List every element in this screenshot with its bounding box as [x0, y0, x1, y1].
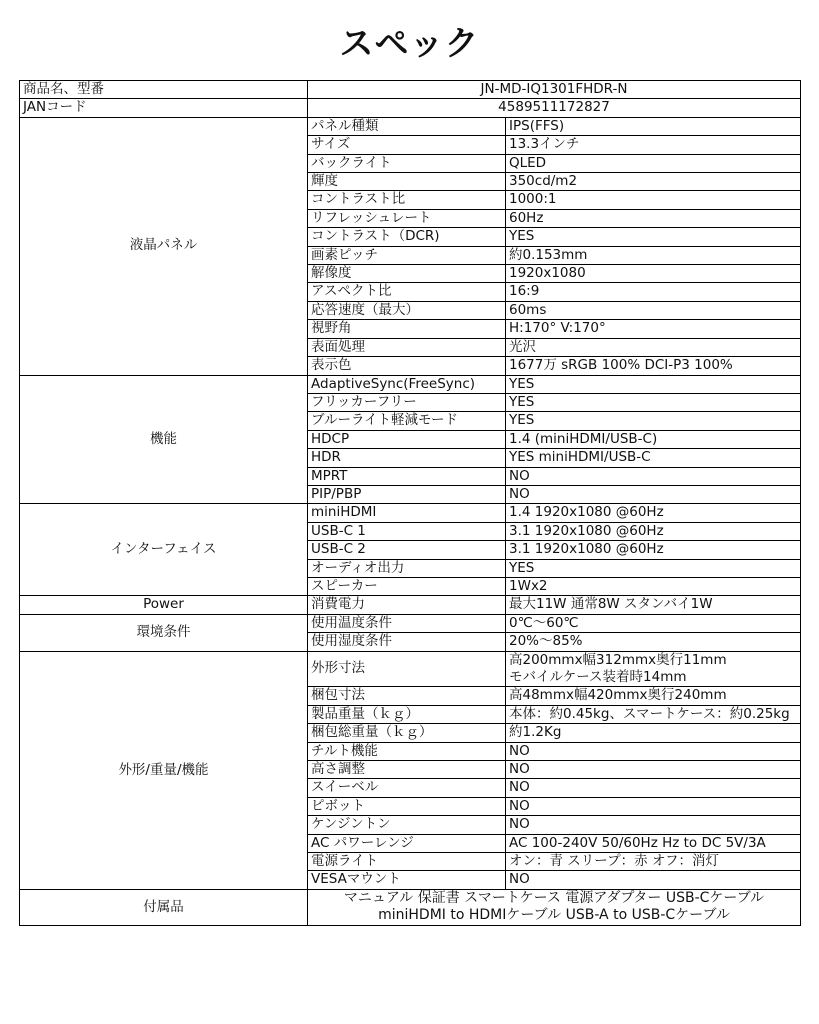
- spec-key: 外形寸法: [308, 651, 506, 687]
- spec-key: リフレッシュレート: [308, 209, 506, 227]
- product-name-value: JN-MD-IQ1301FHDR-N: [308, 81, 801, 99]
- spec-key: miniHDMI: [308, 504, 506, 522]
- spec-key: ピボット: [308, 797, 506, 815]
- jan-value: 4589511172827: [308, 99, 801, 117]
- spec-value: YES: [506, 228, 801, 246]
- spec-value: 高48mmx幅420mmx奥行240mm: [506, 687, 801, 705]
- spec-key: 梱包寸法: [308, 687, 506, 705]
- table-row: [20, 651, 801, 687]
- section-label: 機能: [20, 375, 308, 504]
- spec-value-line: モバイルケース装着時14mm: [509, 669, 687, 685]
- spec-value: 0℃～60℃: [506, 614, 801, 632]
- spec-key: 梱包総重量（ｋｇ）: [308, 724, 506, 742]
- spec-value: NO: [506, 797, 801, 815]
- spec-key: 表面処理: [308, 338, 506, 356]
- spec-key: ブルーライト軽減モード: [308, 412, 506, 430]
- spec-value: 3.1 1920x1080 @60Hz: [506, 522, 801, 540]
- spec-key: 製品重量（ｋｇ）: [308, 705, 506, 723]
- spec-value: H:170° V:170°: [506, 320, 801, 338]
- spec-value: [506, 651, 801, 687]
- spec-value: 1920x1080: [506, 265, 801, 283]
- spec-value: 60Hz: [506, 209, 801, 227]
- spec-key: 解像度: [308, 265, 506, 283]
- spec-key: スピーカー: [308, 577, 506, 595]
- spec-key: HDR: [308, 449, 506, 467]
- spec-value: 1.4 (miniHDMI/USB-C): [506, 430, 801, 448]
- spec-value: NO: [506, 467, 801, 485]
- spec-value: YES: [506, 393, 801, 411]
- spec-value: IPS(FFS): [506, 117, 801, 135]
- section-label: 環境条件: [20, 614, 308, 651]
- spec-value: 約1.2Kg: [506, 724, 801, 742]
- table-row: [20, 596, 801, 614]
- spec-key: 画素ピッチ: [308, 246, 506, 264]
- spec-value: 最大11W 通常8W スタンバイ1W: [506, 596, 801, 614]
- spec-value: 3.1 1920x1080 @60Hz: [506, 541, 801, 559]
- spec-key: USB-C 1: [308, 522, 506, 540]
- spec-key: MPRT: [308, 467, 506, 485]
- spec-key: パネル種類: [308, 117, 506, 135]
- spec-key: USB-C 2: [308, 541, 506, 559]
- spec-value: YES: [506, 375, 801, 393]
- spec-value: 20%～85%: [506, 633, 801, 651]
- spec-key: HDCP: [308, 430, 506, 448]
- section-label: 外形/重量/機能: [20, 651, 308, 889]
- spec-key: フリッカーフリー: [308, 393, 506, 411]
- spec-key: AC パワーレンジ: [308, 834, 506, 852]
- spec-table: [19, 80, 801, 926]
- spec-value: NO: [506, 816, 801, 834]
- spec-value: 1Wx2: [506, 577, 801, 595]
- spec-key: 輝度: [308, 173, 506, 191]
- spec-key: 視野角: [308, 320, 506, 338]
- spec-value: YES miniHDMI/USB-C: [506, 449, 801, 467]
- table-row: [20, 504, 801, 522]
- spec-key: コントラスト（DCR): [308, 228, 506, 246]
- product-name-label: 商品名、型番: [20, 81, 308, 99]
- spec-key: VESAマウント: [308, 871, 506, 889]
- spec-value: YES: [506, 559, 801, 577]
- table-row: [20, 375, 801, 393]
- accessories-value: [308, 889, 801, 925]
- spec-value: 1000:1: [506, 191, 801, 209]
- page-title: スペック: [339, 24, 480, 64]
- spec-key: スイーベル: [308, 779, 506, 797]
- accessories-line: マニュアル 保証書 スマートケース 電源アダプター USB-Cケーブル: [343, 889, 765, 906]
- spec-value: AC 100-240V 50/60Hz Hz to DC 5V/3A: [506, 834, 801, 852]
- spec-value: 16:9: [506, 283, 801, 301]
- spec-value: NO: [506, 871, 801, 889]
- spec-value: YES: [506, 412, 801, 430]
- section-label: インターフェイス: [20, 504, 308, 596]
- spec-value: NO: [506, 485, 801, 503]
- spec-key: ケンジントン: [308, 816, 506, 834]
- spec-value: QLED: [506, 154, 801, 172]
- table-row: [20, 117, 801, 135]
- section-label: Power: [20, 596, 308, 614]
- spec-key: チルト機能: [308, 742, 506, 760]
- spec-key: 使用湿度条件: [308, 633, 506, 651]
- section-label: 液晶パネル: [20, 117, 308, 375]
- spec-value: NO: [506, 779, 801, 797]
- spec-key: 表示色: [308, 357, 506, 375]
- spec-value: NO: [506, 742, 801, 760]
- spec-value: 1677万 sRGB 100% DCI-P3 100%: [506, 357, 801, 375]
- spec-key: アスペクト比: [308, 283, 506, 301]
- spec-key: 使用温度条件: [308, 614, 506, 632]
- spec-key: 高さ調整: [308, 761, 506, 779]
- spec-value: 350cd/m2: [506, 173, 801, 191]
- spec-key: 電源ライト: [308, 853, 506, 871]
- spec-key: コントラスト比: [308, 191, 506, 209]
- spec-key: バックライト: [308, 154, 506, 172]
- spec-value: 光沢: [506, 338, 801, 356]
- table-row: [20, 889, 801, 925]
- accessories-line: miniHDMI to HDMIケーブル USB-A to USB-Cケーブル: [378, 907, 730, 924]
- spec-key: 消費電力: [308, 596, 506, 614]
- table-row: [20, 614, 801, 632]
- spec-value: 60ms: [506, 301, 801, 319]
- spec-key: PIP/PBP: [308, 485, 506, 503]
- spec-key: サイズ: [308, 136, 506, 154]
- table-row: [20, 81, 801, 99]
- jan-label: JANコード: [20, 99, 308, 117]
- spec-value: 13.3インチ: [506, 136, 801, 154]
- spec-key: AdaptiveSync(FreeSync): [308, 375, 506, 393]
- spec-value: NO: [506, 761, 801, 779]
- spec-value: 1.4 1920x1080 @60Hz: [506, 504, 801, 522]
- section-label: 付属品: [20, 889, 308, 925]
- spec-value: 約0.153mm: [506, 246, 801, 264]
- spec-key: 応答速度（最大）: [308, 301, 506, 319]
- spec-key: オーディオ出力: [308, 559, 506, 577]
- spec-value-line: 高200mmx幅312mmx奥行11mm: [509, 651, 727, 668]
- table-row: [20, 99, 801, 117]
- spec-value: オン：青 スリープ：赤 オフ：消灯: [506, 853, 801, 871]
- spec-value: 本体：約0.45kg、スマートケース：約0.25kg: [506, 705, 801, 723]
